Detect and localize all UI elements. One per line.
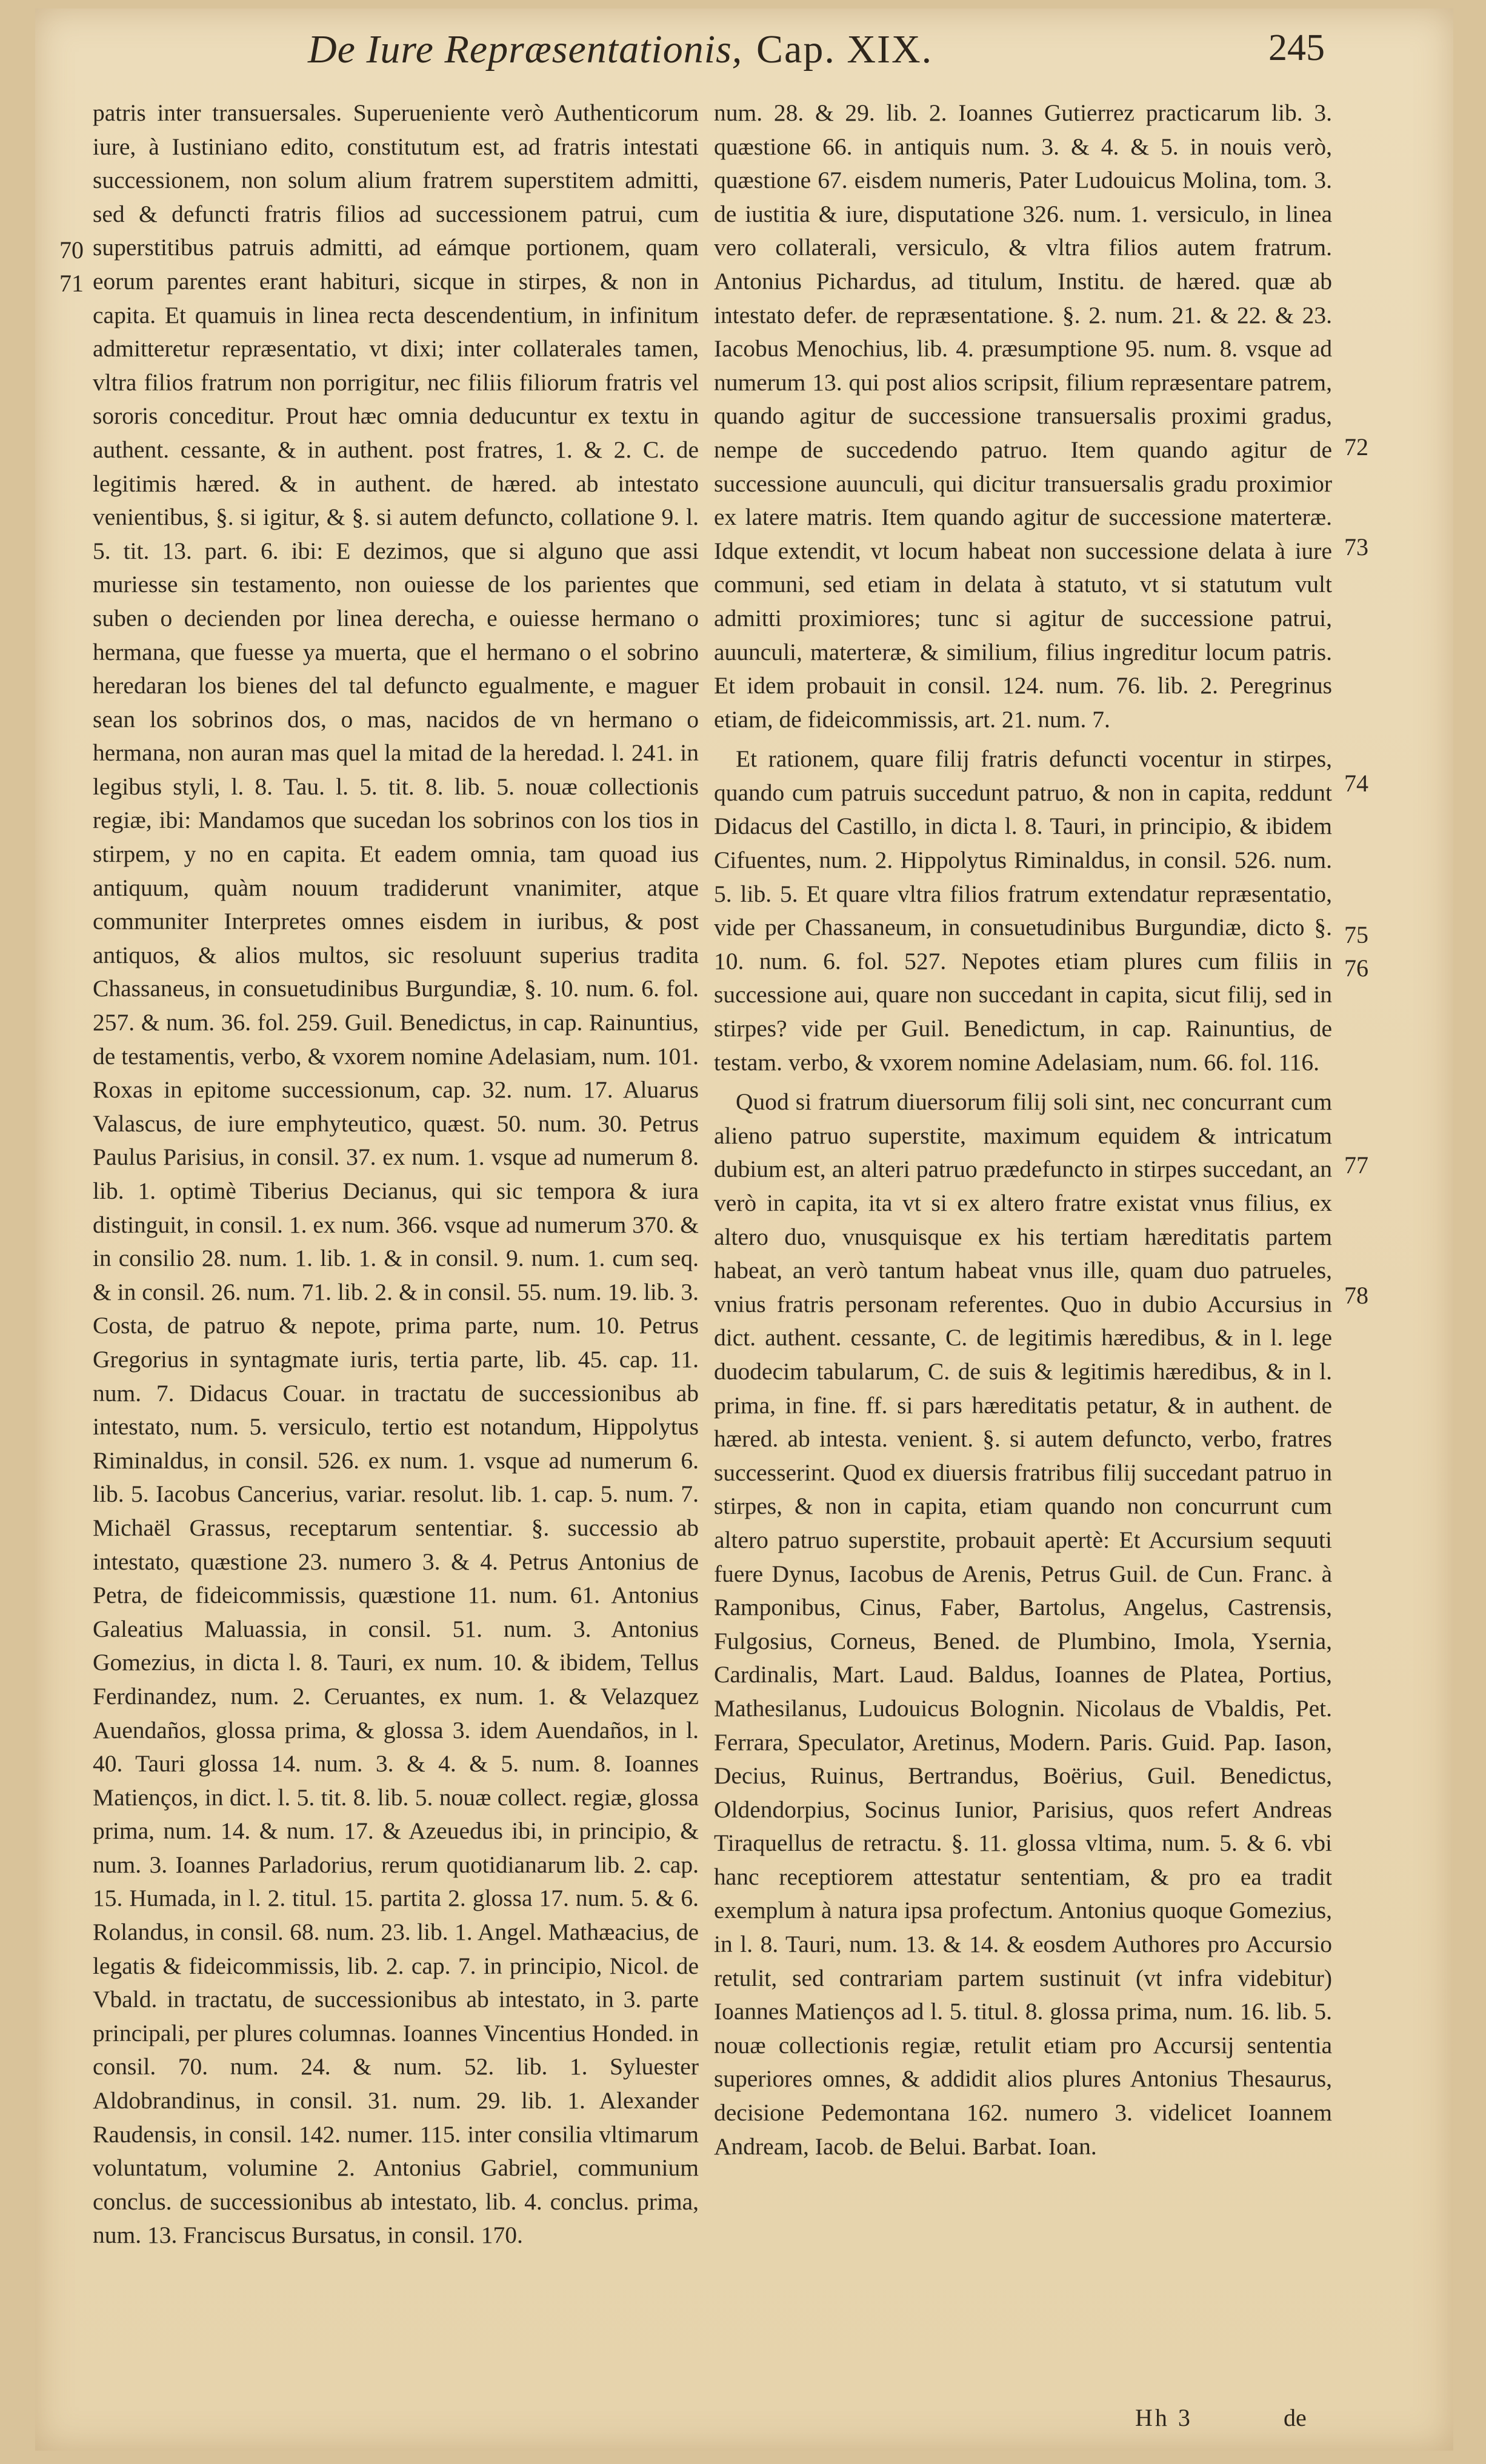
page-number: 245 bbox=[1268, 27, 1325, 68]
book-page bbox=[35, 8, 1453, 2451]
paragraph: patris inter transuersales. Superueniente verò Authenticorum iure, à Iustiniano edito, constitutum est, ad fratris intestati successionem, non solum alium fratrem superstitem admitti, sed & defuncti fratris filios ad successionem patrui, cum superstitibus patruis admitti, ad eámque portionem, quam eorum parentes erant habituri, sicque in stirpes, & non in capita. Et quamuis in linea recta descendentium, in infinitum admitteretur repræsentatio, vt dixi; inter collaterales tamen, vltra filios fratrum non porrigitur, nec filiis filiorum fratris vel sororis conceditur. Prout hæc omnia deducuntur ex textu in authent. cessante, & in authent. post fratres, 1. & 2. C. de legitimis hæred. & in authent. de hæred. ab intestato venientibus, §. si igitur, & §. si autem defuncto, collatione 9. l. 5. tit. 13. part. 6. ibi: E dezimos, que si alguno que assi muriesse sin testamento, non ouiesse de los parientes que suben o decienden por linea derecha, e ouiesse hermano o hermana, que fuesse ya muerta, que el hermano o el sobrino heredaran los bienes del tal defuncto egualmente, e maguer sean los sobrinos dos, o mas, nacidos de vn hermano o hermana, non auran mas quel la mitad de la heredad. l. 241. in legibus styli, l. 8. Tau. l. 5. tit. 8. lib. 5. nouæ collectionis regiæ, ibi: Mandamos que sucedan los sobrinos con los tios in stirpem, y no en capita. Et eadem omnia, tam quoad ius antiquum, quàm nouum tradiderunt vnanimiter, atque communiter Interpretes omnes eisdem in iuribus, & post antiquos, & alios multos, sic resoluunt superius tradita Chassaneus, in consuetudinibus Burgundiæ, §. 10. num. 6. fol. 257. & num. 36. fol. 259. Guil. Benedictus, in cap. Rainuntius, de testamentis, verbo, & vxorem nomine Adelasiam, num. 101. Roxas in epitome successionum, cap. 32. num. 17. Aluarus Valascus, de iure emphyteutico, quæst. 50. num. 30. Petrus Paulus Parisius, in consil. 37. ex num. 1. vsque ad numerum 8. lib. 1. optimè Tiberius Decianus, qui sic tempora & iura distinguit, in consil. 1. ex num. 366. vsque ad numerum 370. & in consilio 28. num. 1. lib. 1. & in consil. 9. num. 1. cum seq. & in consil. 26. num. 71. lib. 2. & in consil. 55. num. 19. lib. 3. Costa, de patruo & nepote, prima parte, num. 10. Petrus Gregorius in syntagmate iuris, tertia parte, lib. 45. cap. 11. num. 7. Didacus Couar. in tractatu de successionibus ab intestato, num. 5. versiculo, tertio est notandum, Hippolytus Riminaldus, in consil. 526. ex num. 1. vsque ad numerum 6. lib. 5. Iacobus Cancerius, variar. resolut. lib. 1. cap. 5. num. 7. Michaël Grassus, receptarum sententiar. §. successio ab intestato, quæstione 23. numero 3. & 4. Petrus Antonius de Petra, de fideicommissis, quæstione 11. num. 61. Antonius Galeatius Maluassia, in consil. 51. num. 3. Antonius Gomezius, in dicta l. 8. Tauri, ex num. 10. & ibidem, Tellus Ferdinandez, num. 2. Ceruantes, ex num. 1. & Velazquez Auendaños, glossa prima, & glossa 3. idem Auendaños, in l. 40. Tauri glossa 14. num. 3. & 4. & 5. num. 8. Ioannes Matienços, in dict. l. 5. tit. 8. lib. 5. nouæ collect. regiæ, glossa prima, num. 14. & num. 17. & Azeuedus ibi, in principio, & num. 3. Ioannes Parladorius, rerum quotidianarum lib. 2. cap. 15. Humada, in l. 2. titul. 15. partita 2. glossa 17. num. 5. & 6. Rolandus, in consil. 68. num. 23. lib. 1. Angel. Mathæacius, de legatis & fideicommissis, lib. 2. cap. 7. in principio, Nicol. de Vbald. in tractatu, de successionibus ab intestato, in 3. parte principali, per plures columnas. Ioannes Vincentius Honded. in consil. 70. num. 24. & num. 52. lib. 1. Syluester Aldobrandinus, in consil. 31. num. 29. lib. 1. Alexander Raudensis, in consil. 142. numer. 115. inter consilia vltimarum voluntatum, volumine 2. Antonius Gabriel, communium conclus. de successionibus ab intestato, lib. 4. conclus. prima, num. 13. Franciscus Bursatus, in consil. 170. bbox=[93, 99, 699, 2249]
right-column bbox=[714, 96, 1332, 2163]
paragraph: Et rationem, quare filij fratris defuncti vocentur in stirpes, quando cum patruis succedunt patruo, & non in capita, reddunt Didacus del Castillo, in dicta l. 8. Tauri, in principio, & ibidem Cifuentes, num. 2. Hippolytus Riminaldus, in consil. 526. num. 5. lib. 5. Et quare vltra filios fratrum extendatur repræsentatio, vide per Chassaneum, in consuetudinibus Burgundiæ, dicto §. 10. num. 6. fol. 527. Nepotes etiam plures cum filiis in successione aui, quare non succedant in capita, sicut filij, sed in stirpes? vide per Guil. Benedictum, in cap. Rainuntius, de testam. verbo, & vxorem nomine Adelasiam, num. 66. fol. 116. bbox=[714, 745, 1332, 1076]
chapter-heading: Cap. XIX. bbox=[756, 27, 933, 72]
left-column bbox=[93, 96, 699, 2253]
margin-number: 71 bbox=[59, 270, 84, 297]
margin-number: 76 bbox=[1344, 954, 1368, 982]
margin-number: 73 bbox=[1344, 533, 1368, 561]
margin-number: 75 bbox=[1344, 921, 1368, 948]
running-title: De Iure Repræsentationis, bbox=[308, 27, 743, 72]
paragraph: Quod si fratrum diuersorum filij soli sint, nec concurrant cum alieno patruo superstite, maximum equidem & intricatum dubium est, an alteri patruo prædefuncto in stirpes succedant, an verò in capita, ita vt si ex altero fratre existat vnus filius, ex altero duo, vnusquisque ex his tertiam hæreditatis partem habeat, an verò tantum habeat vnus ille, quam duo patrueles, vnius fratris personam referentes. Quo in dubio Accursius in dict. authent. cessante, C. de legitimis hæredibus, & in l. lege duodecim tabularum, C. de suis & legitimis hæredibus, & in l. prima, in fine. ff. si pars hæreditatis petatur, & in authent. de hæred. ab intesta. venient. §. si autem defuncto, verbo, fratres successerint. Quod ex diuersis fratribus filij succedant patruo in stirpes, & non in capita, etiam quando non concurrunt cum altero patruo superstite, probauit apertè: Et Accursium sequuti fuere Dynus, Iacobus de Arenis, Petrus Guil. de Cun. Franc. à Ramponibus, Cinus, Faber, Bartolus, Angelus, Castrensis, Fulgosius, Corneus, Bened. de Plumbino, Imola, Ysernia, Cardinalis, Mart. Laud. Baldus, Ioannes de Platea, Portius, Mathesilanus, Ludouicus Bolognin. Nicolaus de Vbaldis, Pet. Ferrara, Speculator, Aretinus, Modern. Paris. Guid. Pap. Iason, Decius, Ruinus, Bertrandus, Boërius, Guil. Benedictus, Oldendorpius, Socinus Iunior, Parisius, quos refert Andreas Tiraquellus de retractu. §. 11. glossa vltima, num. 5. & 6. vbi hanc receptiorem attestatur sententiam, & pro ea tradit exemplum à natura ipsa profectum. Antonius quoque Gomezius, in l. 8. Tauri, num. 13. & 14. & eosdem Authores pro Accursio retulit, sed contrariam partem sustinuit (vt infra videbitur) Ioannes Matienços ad l. 5. titul. 8. glossa prima, num. 16. lib. 5. nouæ collectionis regiæ, retulit etiam pro Accursij sententia superiores omnes, & addidit alios plures Antonius Thesaurus, decisione Pedemontana 162. numero 3. videlicet Ioannem Andream, Iacob. de Belui. Barbat. Ioan. bbox=[714, 1088, 1332, 2160]
page-header bbox=[35, 27, 1453, 81]
catchword: de bbox=[1284, 2404, 1307, 2431]
margin-number: 70 bbox=[59, 236, 84, 264]
margin-number: 78 bbox=[1344, 1282, 1368, 1309]
signature-mark: Hh 3 bbox=[1135, 2404, 1193, 2431]
paragraph: num. 28. & 29. lib. 2. Ioannes Gutierrez practicarum lib. 3. quæstione 66. in antiquis num. 3. & 4. & 5. in nouis verò, quæstione 67. eisdem numeris, Pater Ludouicus Molina, tom. 3. de iustitia & iure, disputatione 326. num. 1. versiculo, in linea vero collaterali, versiculo, & vltra filios autem fratrum. Antonius Pichardus, ad titulum, Institu. de hæred. quæ ab intestato defer. de repræsentatione. §. 2. num. 21. & 22. & 23. Iacobus Menochius, lib. 4. præsumptione 95. num. 8. vsque ad numerum 13. qui post alios scripsit, filium repræsentare patrem, quando agitur de successione transuersalis proximi gradus, nempe de succedendo patruo. Item quando agitur de successione auunculi, qui dicitur transuersalis gradu proximior ex latere matris. Item quando agitur de successione materteræ. Idque extendit, vt locum habeat non successione delata à iure communi, sed etiam in delata à statuto, vt si statutum vult admitti proximiores; tunc si agitur de successione patrui, auunculi, materteræ, & similium, filius ingreditur locum patris. Et idem probauit in consil. 124. num. 76. lib. 2. Peregrinus etiam, de fideicommissis, art. 21. num. 7. bbox=[714, 99, 1332, 733]
margin-number: 74 bbox=[1344, 770, 1368, 797]
margin-number: 72 bbox=[1344, 433, 1368, 461]
margin-number: 77 bbox=[1344, 1151, 1368, 1179]
